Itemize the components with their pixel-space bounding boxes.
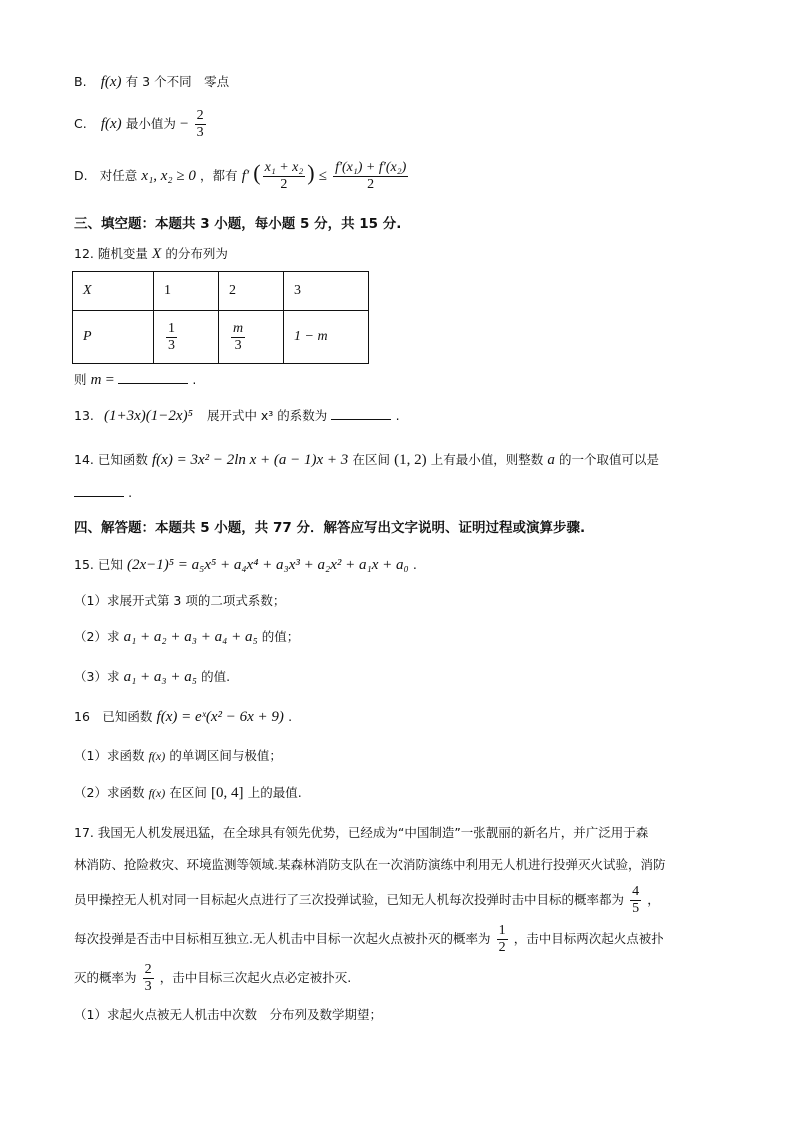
question-text: 在区间 xyxy=(352,452,390,467)
table-cell: X xyxy=(73,272,154,311)
question-14 xyxy=(74,451,659,470)
part-text: （3）求 xyxy=(74,669,120,684)
denominator: 2 xyxy=(280,177,288,192)
q16-part-1 xyxy=(74,747,282,766)
table-cell: 1 xyxy=(154,272,219,311)
denominator: 3 xyxy=(168,337,175,353)
interval: (1, 2) xyxy=(394,452,427,468)
question-number: 13. xyxy=(74,408,94,423)
option-d: D. 对任意 x₁, x₂ ≥ 0 ，都有 f′ ( $\frac{\text{x₁ + x₂}}{2}$ ) ≤ $\frac{\text{f′(x₁) + f′(x₂)}}{2}$ xyxy=(74,160,407,192)
punctuation: . xyxy=(192,372,197,387)
function-expr: f(x) xyxy=(100,74,122,90)
punctuation: . xyxy=(128,485,133,500)
part-text: （2）求 xyxy=(74,629,120,644)
fraction xyxy=(497,923,508,956)
question-15 xyxy=(74,556,417,575)
question-text: 16 已知函数 xyxy=(74,709,153,724)
table-cell xyxy=(154,311,219,364)
q17-line-3 xyxy=(74,884,660,917)
math-expr: f(x) = 3x² − 2ln x + (a − 1)x + 3 xyxy=(152,452,349,468)
variable: a xyxy=(547,452,555,468)
answer-prefix: 则 xyxy=(74,372,87,387)
relation-sign: ≤ xyxy=(318,168,327,184)
question-text: 12. 随机变量 xyxy=(74,246,148,261)
table-cell xyxy=(219,311,284,364)
fraction xyxy=(195,108,206,141)
denominator: 2 xyxy=(498,940,506,955)
numerator: m xyxy=(233,320,244,336)
math-expr: (2x−1)⁵ = a₅x⁵ + a₄x⁴ + a₃x³ + a₂x² + a₁x + a₀ xyxy=(127,557,409,573)
question-text: 上有最小值，则整数 xyxy=(430,452,544,467)
table-cell: 2 xyxy=(219,272,284,311)
question-text: 员甲操控无人机对同一目标起火点进行了三次投弹试验，已知无人机每次投弹时击中目标的概率都为 xyxy=(74,892,625,907)
option-text: 对任意 xyxy=(99,168,138,183)
math-expr: (1+3x)(1−2x)⁵ xyxy=(104,408,193,424)
answer-blank[interactable] xyxy=(331,407,391,420)
table-cell: 1 − m xyxy=(284,311,369,364)
fraction xyxy=(143,962,154,995)
question-text: 灭的概率为 xyxy=(74,970,137,985)
q15-part-3 xyxy=(74,668,230,687)
minus-sign: − xyxy=(179,116,189,132)
q14-answer-line xyxy=(74,484,132,503)
function-expr: f(x) xyxy=(148,749,166,763)
question-16 xyxy=(74,708,292,727)
table-cell: 3 xyxy=(284,272,369,311)
punctuation: . xyxy=(412,557,417,572)
q15-part-1: （1）求展开式第 3 项的二项式系数； xyxy=(74,593,286,608)
q17-line-4 xyxy=(74,923,664,956)
answer-blank[interactable] xyxy=(118,371,188,384)
numerator: 1 xyxy=(498,923,506,938)
numerator: 2 xyxy=(196,108,204,123)
option-text: 有 3 个不同 零点 xyxy=(125,74,230,89)
distribution-table xyxy=(72,271,369,364)
punctuation: . xyxy=(288,709,293,724)
function-expr: f(x) xyxy=(100,116,122,132)
q12-answer-line xyxy=(74,371,196,390)
question-text: 的一个取值可以是 xyxy=(559,452,660,467)
option-label: C. xyxy=(74,116,87,131)
math-expr: a₁ + a₂ + a₃ + a₄ + a₅ xyxy=(123,629,258,645)
q17-line-2: 林消防、抢险救灾、环境监测等领域.某森林消防支队在一次消防演练中利用无人机进行投弹灭火试验，消防 xyxy=(74,857,666,872)
variable: X xyxy=(152,246,162,262)
option-text: ，都有 xyxy=(200,168,238,183)
math-expr: a₁ + a₃ + a₅ xyxy=(123,669,197,685)
denominator: 3 xyxy=(196,125,204,140)
fraction xyxy=(333,160,408,193)
part-text: 的值. xyxy=(201,669,231,684)
question-text: 15. 已知 xyxy=(74,557,123,572)
question-text: ，击中目标三次起火点必定被扑灭. xyxy=(159,970,352,985)
question-text: 每次投弹是否击中目标相互独立.无人机击中目标一次起火点被扑灭的概率为 xyxy=(74,931,491,946)
denominator: 2 xyxy=(367,177,375,192)
fraction xyxy=(630,884,641,917)
part-text: 的单调区间与极值； xyxy=(169,748,282,763)
question-13 xyxy=(74,407,400,426)
question-text: 14. 已知函数 xyxy=(74,452,148,467)
table-row xyxy=(73,311,369,364)
equals-sign: = xyxy=(105,372,115,388)
table-cell: P xyxy=(73,311,154,364)
interval: [0, 4] xyxy=(211,785,244,801)
math-expr: f(x) = eˣ(x² − 6x + 9) xyxy=(156,709,284,725)
part-text: （2）求函数 xyxy=(74,785,145,800)
option-text: 最小值为 xyxy=(125,116,176,131)
fraction xyxy=(166,321,177,354)
option-b xyxy=(74,73,229,92)
q17-line-5 xyxy=(74,962,351,995)
q17-part-1: （1）求起火点被无人机击中次数 分布列及数学期望； xyxy=(74,1007,382,1022)
numerator: 2 xyxy=(144,962,152,977)
numerator: f′(x₁) + f′(x₂) xyxy=(335,160,407,175)
part-text: 在区间 xyxy=(169,785,207,800)
q16-part-2 xyxy=(74,784,302,803)
q15-part-2 xyxy=(74,628,299,647)
question-12 xyxy=(74,245,228,264)
question-text: 展开式中 x³ 的系数为 xyxy=(206,408,328,423)
question-text: ，击中目标两次起火点被扑 xyxy=(513,931,664,946)
table-row xyxy=(73,272,369,311)
denominator: 3 xyxy=(144,979,152,994)
condition-expr: x₁, x₂ ≥ 0 xyxy=(141,168,196,184)
question-text: 的分布列为 xyxy=(165,246,228,261)
derivative-symbol: f′ xyxy=(241,168,250,184)
q17-line-1: 17. 我国无人机发展迅猛，在全球具有领先优势，已经成为“中国制造”一张靓丽的新名片，并广泛用于森 xyxy=(74,825,649,840)
option-c xyxy=(74,108,208,141)
part-text: （1）求函数 xyxy=(74,748,145,763)
numerator: 1 xyxy=(168,320,175,336)
variable: m xyxy=(90,372,102,388)
punctuation: . xyxy=(395,408,400,423)
section-heading: 三、填空题：本题共 3 小题，每小题 5 分，共 15 分. xyxy=(74,216,402,232)
answer-blank[interactable] xyxy=(74,484,124,497)
numerator: 4 xyxy=(632,884,640,899)
option-label: D. xyxy=(74,168,88,183)
part-text: 上的最值. xyxy=(247,785,302,800)
denominator: 5 xyxy=(632,901,640,916)
part-text: 的值； xyxy=(261,629,300,644)
function-expr: f(x) xyxy=(148,786,166,800)
section-heading: 四、解答题：本题共 5 小题，共 77 分．解答应写出文字说明、证明过程或演算步骤. xyxy=(74,520,586,536)
fraction xyxy=(263,160,306,193)
numerator: x₁ + x₂ xyxy=(264,160,304,175)
punctuation: ， xyxy=(647,892,660,907)
option-label: B. xyxy=(74,74,87,89)
fraction xyxy=(231,321,245,354)
denominator: 3 xyxy=(234,337,242,353)
